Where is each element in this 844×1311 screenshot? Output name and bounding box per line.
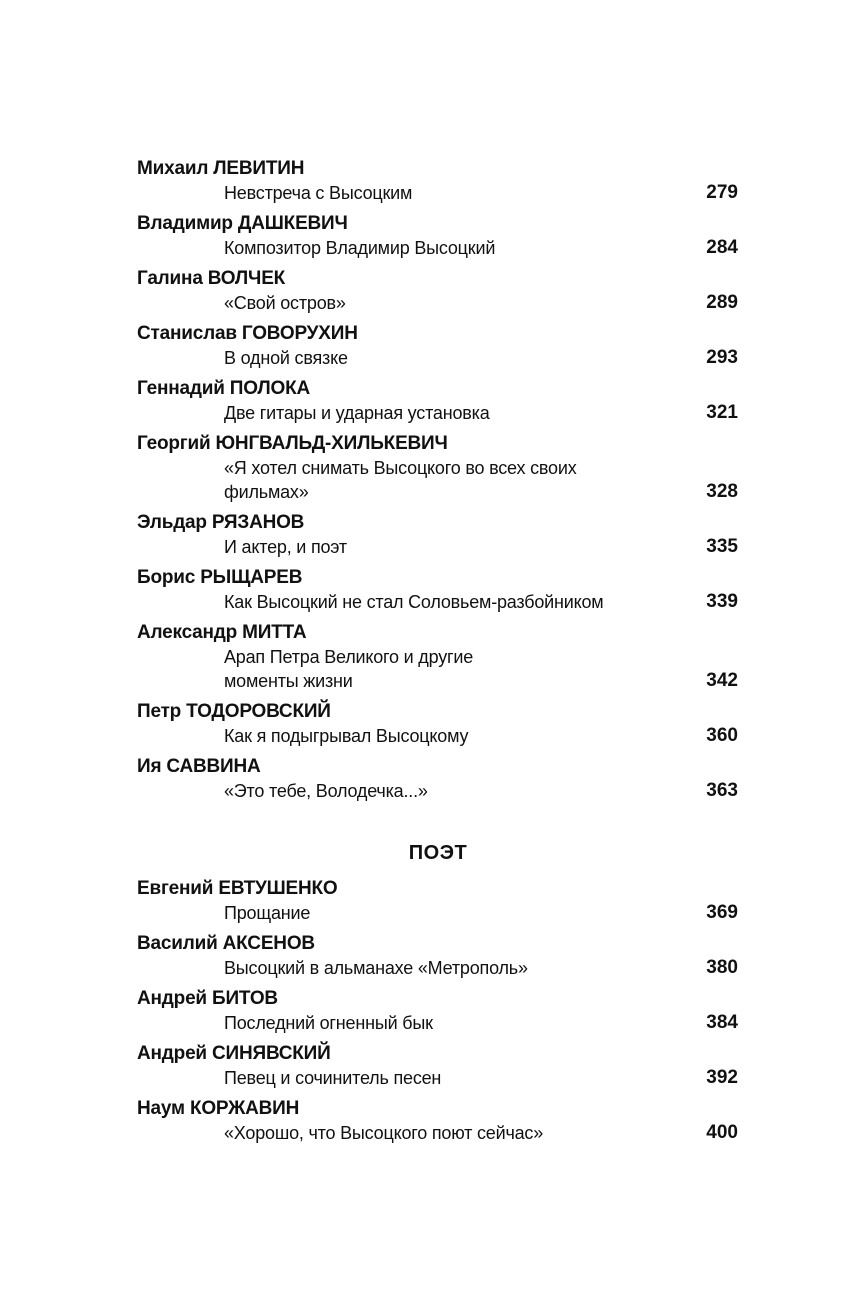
toc-entry-title: Высоцкий в альманахе «Метрополь» bbox=[224, 958, 528, 978]
toc-entry-title: «Это тебе, Володечка...» bbox=[224, 781, 428, 801]
toc-entry-title: «Хорошо, что Высоцкого поют сейчас» bbox=[224, 1123, 544, 1143]
toc-entry-page-number: 360 bbox=[706, 725, 738, 746]
section-heading: ПОЭТ bbox=[408, 842, 468, 864]
toc-entry-title: Прощание bbox=[224, 903, 311, 923]
toc-entry-page-number: 279 bbox=[706, 182, 738, 203]
toc-entry-page-number: 369 bbox=[706, 902, 738, 923]
toc-entry-title: Как Высоцкий не стал Соловьем-разбойником bbox=[224, 592, 604, 612]
toc-entry-author: Александр МИТТА bbox=[137, 622, 307, 643]
toc-entry-title: Композитор Владимир Высоцкий bbox=[224, 238, 496, 258]
toc-entry-author: Ия САВВИНА bbox=[137, 756, 261, 777]
toc-entry-title: Певец и сочинитель песен bbox=[224, 1068, 442, 1088]
toc-entry-title: И актер, и поэт bbox=[224, 537, 347, 557]
toc-entry-author: Петр ТОДОРОВСКИЙ bbox=[137, 701, 331, 722]
toc-entry-page-number: 384 bbox=[706, 1012, 738, 1033]
toc-entry-author: Эльдар РЯЗАНОВ bbox=[137, 512, 305, 533]
toc-entry-page-number: 321 bbox=[706, 402, 738, 423]
toc-entry-page-number: 392 bbox=[706, 1067, 738, 1088]
toc-entry-page-number: 289 bbox=[706, 292, 738, 313]
toc-entry-title: В одной связке bbox=[224, 348, 348, 368]
toc-entry-title: Невстреча с Высоцким bbox=[224, 183, 413, 203]
toc-entry-author: Андрей БИТОВ bbox=[137, 988, 278, 1009]
toc-entry-author: Михаил ЛЕВИТИН bbox=[137, 158, 305, 179]
toc-entry-author: Наум КОРЖАВИН bbox=[137, 1098, 300, 1119]
toc-entry-title: Последний огненный бык bbox=[224, 1013, 433, 1033]
toc-entry-page-number: 335 bbox=[706, 536, 738, 557]
toc-entry-author: Владимир ДАШКЕВИЧ bbox=[137, 213, 348, 234]
toc-entry-author: Галина ВОЛЧЕК bbox=[137, 268, 286, 289]
toc-entry-author: Андрей СИНЯВСКИЙ bbox=[137, 1043, 331, 1064]
toc-entry-title: моменты жизни bbox=[224, 671, 353, 691]
toc-entry-title: «Я хотел снимать Высоцкого во всех своих bbox=[224, 458, 577, 478]
toc-entry-author: Геннадий ПОЛОКА bbox=[137, 378, 310, 399]
toc-entry-page-number: 328 bbox=[706, 481, 738, 502]
toc-entry-page-number: 342 bbox=[706, 670, 738, 691]
toc-entry-title: Две гитары и ударная установка bbox=[224, 403, 490, 423]
toc-entry-page-number: 293 bbox=[706, 347, 738, 368]
toc-entry-title: Арап Петра Великого и другие bbox=[224, 647, 474, 667]
toc-entry-page-number: 400 bbox=[706, 1122, 738, 1143]
toc-entry-author: Георгий ЮНГВАЛЬД-ХИЛЬКЕВИЧ bbox=[137, 433, 448, 454]
toc-entry-author: Василий АКСЕНОВ bbox=[137, 933, 315, 954]
toc-entry-page-number: 284 bbox=[706, 237, 738, 258]
toc-entry-title: фильмах» bbox=[224, 482, 309, 502]
toc-entry-page-number: 363 bbox=[706, 780, 738, 801]
toc-entry-page-number: 380 bbox=[706, 957, 738, 978]
toc-entry-author: Борис РЫЩАРЕВ bbox=[137, 567, 303, 588]
toc-entry-title: Как я подыгрывал Высоцкому bbox=[224, 726, 469, 746]
toc-entry-author: Станислав ГОВОРУХИН bbox=[137, 323, 358, 344]
toc-entry-author: Евгений ЕВТУШЕНКО bbox=[137, 878, 338, 899]
toc-entry-title: «Свой остров» bbox=[224, 293, 346, 313]
toc-entry-page-number: 339 bbox=[706, 591, 738, 612]
